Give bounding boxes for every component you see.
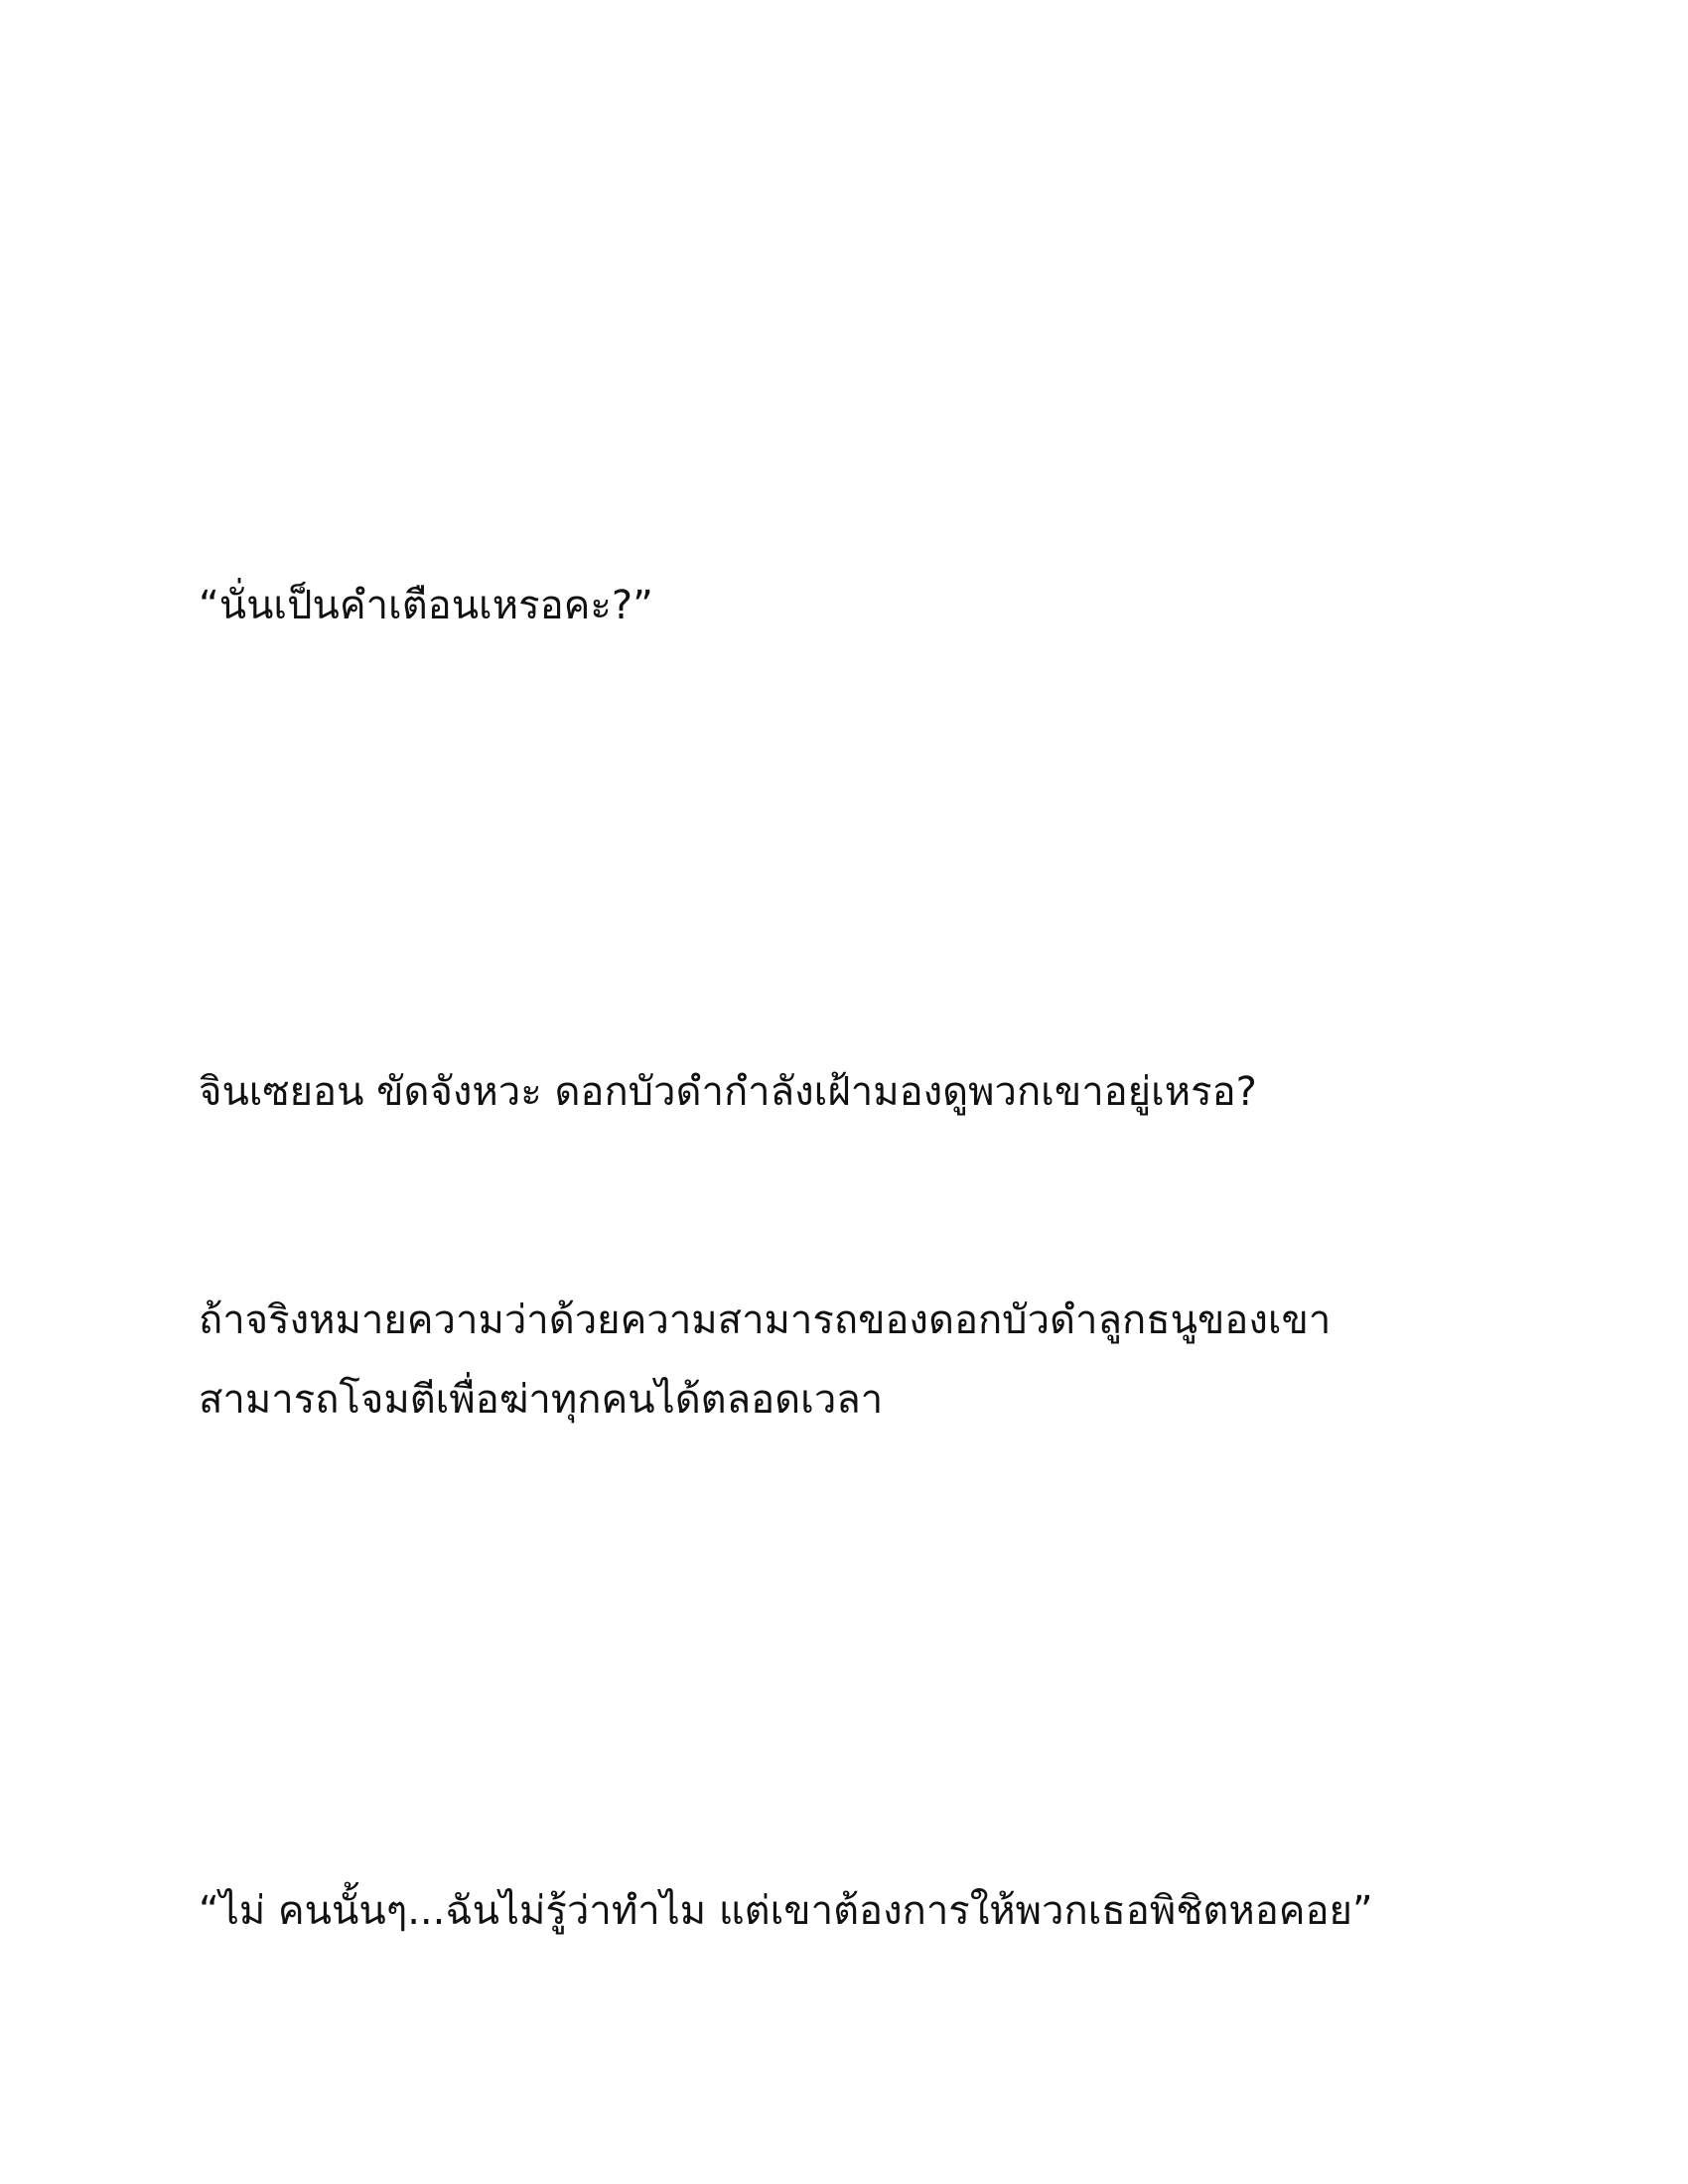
text-line: “นั่นเป็นคำเตือนเหรอคะ?” [199,583,653,628]
paragraph-narration-arrow [199,1281,1331,1439]
text-line: สามารถโจมตีเพื่อฆ่าทุกคนได้ตลอดเวลา [199,1377,884,1423]
text-line: ถ้าจริงหมายความว่าด้วยความสามารถของดอกบัวดำลูกธนูของเขา [199,1297,1332,1343]
paragraph-narration-black-lotus [199,1052,1257,1132]
text-line: จินเซยอน ขัดจังหวะ ดอกบัวดำกำลังเฝ้ามองดูพวกเขาอยู่เหรอ? [199,1069,1257,1115]
paragraph-question-warning [199,566,653,645]
paragraph-dialogue-tower [199,1871,1373,1951]
text-line: “ไม่ คนนั้นๆ...ฉันไม่รู้ว่าทำไม แต่เขาต้องการให้พวกเธอพิชิตหอคอย” [199,1888,1373,1934]
